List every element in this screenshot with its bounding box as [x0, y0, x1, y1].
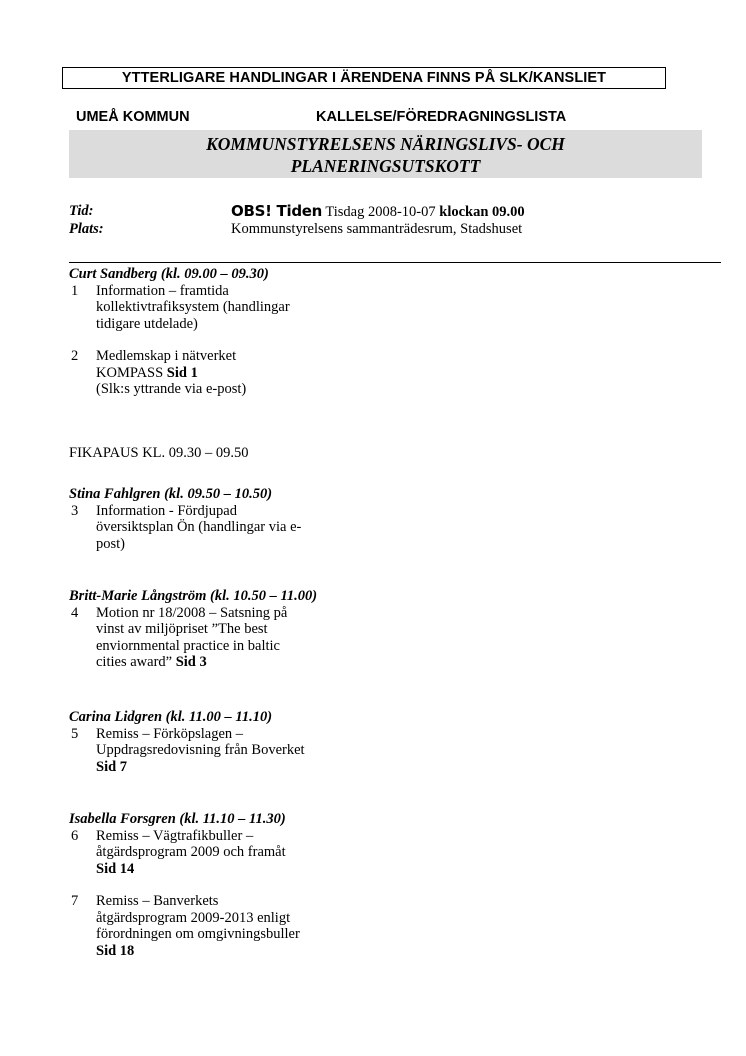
agenda-item-6 [69, 828, 409, 878]
place-value: Kommunstyrelsens sammanträdesrum, Stadshuset [231, 221, 523, 237]
item-line-text: KOMPASS [96, 364, 167, 381]
item-line: kollektivtrafiksystem (handlingar [96, 299, 290, 315]
item-number: 1 [71, 282, 79, 299]
item-number: 4 [71, 604, 79, 621]
speaker-heading: Isabella Forsgren (kl. 11.10 – 11.30) [69, 811, 286, 827]
agenda-section-1 [69, 266, 409, 398]
item-line: (Slk:s yttrande via e-post) [96, 381, 247, 397]
agenda-item-3 [69, 503, 409, 553]
document-type: KALLELSE/FÖREDRAGNINGSLISTA [316, 109, 567, 125]
speaker-heading: Curt Sandberg (kl. 09.00 – 09.30) [69, 266, 269, 282]
coffee-break: FIKAPAUS KL. 09.30 – 09.50 [69, 445, 249, 461]
notice-banner: YTTERLIGARE HANDLINGAR I ÄRENDENA FINNS PÅ SLK/KANSLIET [62, 67, 666, 89]
item-line: Motion nr 18/2008 – Satsning på [96, 604, 288, 621]
agenda-item-7 [69, 893, 409, 959]
item-line: åtgärdsprogram 2009 och framåt [96, 844, 286, 860]
item-line: enviornmental practice in baltic [96, 637, 280, 654]
item-line: Information - Fördjupad [96, 502, 237, 519]
item-line: Remiss – Banverkets [96, 893, 219, 909]
agenda-section-5 [69, 811, 409, 959]
item-number: 3 [71, 502, 79, 519]
item-line: Medlemskap i nätverket [96, 348, 237, 364]
meeting-clock: klockan 09.00 [439, 204, 525, 220]
speaker-heading: Stina Fahlgren (kl. 09.50 – 10.50) [69, 486, 273, 502]
agenda-section-3 [69, 588, 409, 671]
item-number: 7 [71, 893, 79, 909]
organization-name: UMEÅ KOMMUN [76, 109, 190, 125]
item-line: Remiss – Förköpslagen – [96, 725, 244, 742]
committee-title-line-1: KOMMUNSTYRELSENS NÄRINGSLIVS- OCH [206, 134, 565, 154]
agenda-item-2 [69, 348, 409, 398]
item-line [96, 365, 409, 382]
item-line: Information – framtida [96, 282, 229, 299]
agenda-item-5 [69, 726, 409, 776]
item-line: vinst av miljöpriset ”The best [96, 621, 268, 637]
speaker-heading: Britt-Marie Långström (kl. 10.50 – 11.00) [69, 588, 318, 604]
item-line: åtgärdsprogram 2009-2013 enligt [96, 909, 291, 926]
page-reference: Sid 14 [96, 860, 135, 877]
item-line: Remiss – Vägtrafikbuller – [96, 827, 254, 844]
committee-title [69, 130, 702, 178]
item-line: tidigare utdelade) [96, 315, 198, 332]
time-value [231, 202, 525, 221]
speaker-heading: Carina Lidgren (kl. 11.00 – 11.10) [69, 709, 273, 725]
time-notice: OBS! Tiden [231, 202, 323, 220]
page-reference: Sid 7 [96, 758, 128, 775]
item-number: 6 [71, 827, 79, 844]
agenda-item-4 [69, 605, 409, 671]
item-line [96, 654, 409, 671]
agenda-item-1 [69, 283, 409, 333]
committee-title-line-2: PLANERINGSUTSKOTT [290, 156, 481, 176]
page-reference: Sid 1 [166, 364, 198, 381]
item-line: post) [96, 535, 125, 552]
item-number: 2 [71, 348, 79, 364]
agenda-section-4 [69, 709, 409, 775]
meeting-date: Tisdag 2008-10-07 [322, 204, 440, 220]
item-line: översiktsplan Ön (handlingar via e- [96, 519, 302, 535]
item-line-text: cities award” [96, 654, 176, 670]
place-label: Plats: [69, 221, 104, 237]
item-line: Uppdragsredovisning från Boverket [96, 742, 305, 758]
page-reference: Sid 18 [96, 942, 135, 959]
item-number: 5 [71, 725, 79, 742]
agenda-section-2 [69, 486, 409, 552]
time-label: Tid: [69, 203, 94, 219]
item-line: förordningen om omgivningsbuller [96, 926, 300, 942]
divider-line [69, 262, 721, 263]
page-reference: Sid 3 [175, 654, 207, 670]
